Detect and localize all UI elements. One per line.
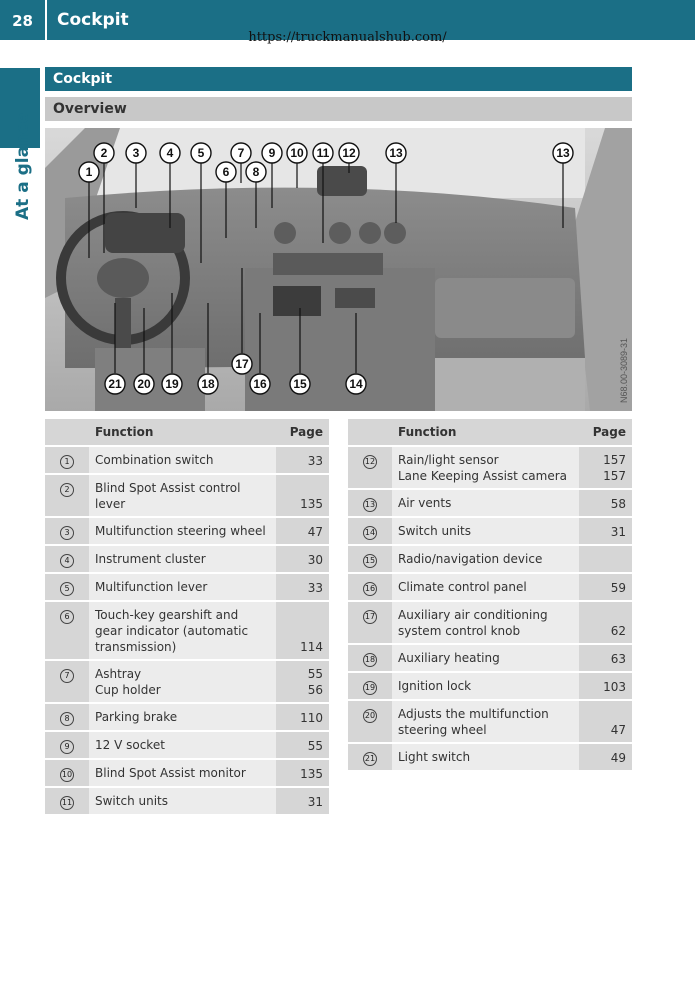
page-reference: 55 xyxy=(307,667,323,681)
item-number-badge: 2 xyxy=(60,483,74,497)
function-text: Switch units xyxy=(95,794,168,808)
svg-text:13: 13 xyxy=(389,146,403,160)
svg-text:19: 19 xyxy=(165,377,179,391)
page-reference: 135 xyxy=(300,767,323,781)
function-text: Blind Spot Assist monitor xyxy=(95,766,246,780)
section-heading-overview: Overview xyxy=(45,97,632,121)
item-number-badge: 15 xyxy=(363,554,377,568)
callout-17 xyxy=(232,354,252,374)
table-row xyxy=(45,573,329,601)
function-cell xyxy=(392,446,579,489)
item-number-badge: 20 xyxy=(363,709,377,723)
svg-text:17: 17 xyxy=(235,357,249,371)
item-number-badge: 13 xyxy=(363,498,377,512)
page-reference: 31 xyxy=(610,525,626,539)
function-text: Radio/navigation device xyxy=(398,552,543,566)
watermark-url: https://truckmanualshub.com/ xyxy=(248,30,447,45)
svg-text:4: 4 xyxy=(166,146,174,160)
table-row xyxy=(348,700,632,743)
function-text: transmission) xyxy=(95,640,177,654)
callout-21 xyxy=(105,374,125,394)
function-table-left xyxy=(45,419,329,816)
table-row xyxy=(45,517,329,545)
function-cell xyxy=(89,446,276,474)
callout-16 xyxy=(250,374,270,394)
page-cell xyxy=(579,489,632,517)
page-cell xyxy=(579,601,632,644)
side-tab-label: At a glance xyxy=(13,112,33,220)
function-cell xyxy=(89,731,276,759)
svg-text:12: 12 xyxy=(342,146,356,160)
page-reference: 33 xyxy=(307,454,323,468)
callout-1 xyxy=(79,162,99,182)
num-header xyxy=(45,419,89,446)
function-text: Auxiliary air conditioning xyxy=(398,608,548,622)
function-text: Multifunction lever xyxy=(95,580,208,594)
callout-12 xyxy=(339,143,359,163)
function-text: Parking brake xyxy=(95,710,178,724)
function-text: Adjusts the multifunction xyxy=(398,707,549,721)
function-text: Cup holder xyxy=(95,683,161,697)
function-cell xyxy=(89,787,276,815)
callout-15 xyxy=(290,374,310,394)
table-header-row xyxy=(348,419,632,446)
function-text: Ashtray xyxy=(95,667,142,681)
page-cell xyxy=(276,787,329,815)
callout-19 xyxy=(162,374,182,394)
function-cell xyxy=(89,703,276,731)
item-number xyxy=(348,743,392,771)
page-cell xyxy=(276,573,329,601)
svg-text:11: 11 xyxy=(316,146,330,160)
function-text: Switch units xyxy=(398,524,471,538)
page-reference: 157 xyxy=(603,469,626,483)
page-reference: 135 xyxy=(300,497,323,511)
page-cell xyxy=(276,446,329,474)
page-cell xyxy=(276,517,329,545)
svg-text:13: 13 xyxy=(556,146,570,160)
function-text: Lane Keeping Assist camera xyxy=(398,469,567,483)
item-number xyxy=(45,446,89,474)
table-row xyxy=(45,601,329,660)
callout-9 xyxy=(262,143,282,163)
function-cell xyxy=(392,545,579,573)
page-header: Page xyxy=(579,419,632,446)
item-number xyxy=(348,644,392,672)
item-number xyxy=(348,573,392,601)
item-number xyxy=(45,573,89,601)
callout-8 xyxy=(246,162,266,182)
svg-text:14: 14 xyxy=(349,377,363,391)
page-reference: 47 xyxy=(610,723,626,737)
function-text: Air vents xyxy=(398,496,452,510)
function-text: Blind Spot Assist control xyxy=(95,481,241,495)
function-text: Climate control panel xyxy=(398,580,527,594)
page-reference: 110 xyxy=(300,711,323,725)
item-number xyxy=(348,517,392,545)
table-row xyxy=(45,703,329,731)
function-cell xyxy=(392,489,579,517)
function-cell xyxy=(392,573,579,601)
page-header: Page xyxy=(276,419,329,446)
callout-18 xyxy=(198,374,218,394)
callout-11 xyxy=(313,143,333,163)
svg-text:6: 6 xyxy=(222,165,230,179)
table-row xyxy=(348,545,632,573)
item-number-badge: 7 xyxy=(60,669,74,683)
table-row xyxy=(45,731,329,759)
function-text: Instrument cluster xyxy=(95,552,206,566)
function-cell xyxy=(89,660,276,703)
callout-14 xyxy=(346,374,366,394)
page-reference: 59 xyxy=(610,581,626,595)
table-row xyxy=(348,601,632,644)
page-cell xyxy=(276,474,329,517)
item-number xyxy=(45,787,89,815)
item-number xyxy=(348,700,392,743)
item-number-badge: 21 xyxy=(363,752,377,766)
page-reference: 31 xyxy=(307,795,323,809)
page-cell xyxy=(579,545,632,573)
svg-text:7: 7 xyxy=(237,146,245,160)
item-number xyxy=(348,601,392,644)
item-number-badge: 4 xyxy=(60,554,74,568)
svg-text:1: 1 xyxy=(85,165,93,179)
page-reference: 103 xyxy=(603,680,626,694)
function-text: gear indicator (automatic xyxy=(95,624,249,638)
item-number-badge: 12 xyxy=(363,455,377,469)
svg-text:21: 21 xyxy=(108,377,122,391)
item-number-badge: 1 xyxy=(60,455,74,469)
page-reference: 30 xyxy=(307,553,323,567)
item-number xyxy=(45,545,89,573)
page-cell xyxy=(579,700,632,743)
function-header: Function xyxy=(89,419,276,446)
table-row xyxy=(45,545,329,573)
callout-13 xyxy=(386,143,406,163)
page-reference: 157 xyxy=(603,453,626,467)
item-number-badge: 17 xyxy=(363,610,377,624)
item-number-badge: 5 xyxy=(60,582,74,596)
function-text: Rain/light sensor xyxy=(398,453,499,467)
callout-20 xyxy=(134,374,154,394)
item-number xyxy=(348,446,392,489)
page-reference: 56 xyxy=(307,683,323,697)
figure-reference: N68.00-3089-31 xyxy=(619,337,629,403)
svg-text:3: 3 xyxy=(132,146,140,160)
table-row xyxy=(45,474,329,517)
page-cell xyxy=(579,672,632,700)
item-number-badge: 10 xyxy=(60,768,74,782)
item-number-badge: 6 xyxy=(60,610,74,624)
page-cell xyxy=(276,759,329,787)
function-cell xyxy=(89,545,276,573)
item-number xyxy=(45,660,89,703)
function-text: system control knob xyxy=(398,624,521,638)
table-row xyxy=(348,446,632,489)
cockpit-photo xyxy=(45,128,632,411)
svg-text:8: 8 xyxy=(252,165,260,179)
function-cell xyxy=(392,644,579,672)
callout-4 xyxy=(160,143,180,163)
callout-6 xyxy=(216,162,236,182)
side-tab xyxy=(0,108,40,228)
svg-text:9: 9 xyxy=(268,146,276,160)
item-number xyxy=(348,545,392,573)
function-cell xyxy=(89,573,276,601)
function-cell xyxy=(392,743,579,771)
page-cell xyxy=(276,660,329,703)
function-cell xyxy=(89,474,276,517)
function-cell xyxy=(89,517,276,545)
svg-text:2: 2 xyxy=(100,146,108,160)
page-cell xyxy=(579,644,632,672)
callout-7 xyxy=(231,143,251,163)
table-row xyxy=(348,743,632,771)
page-cell xyxy=(276,703,329,731)
chapter-title: Cockpit xyxy=(57,10,129,30)
page-cell xyxy=(579,573,632,601)
page-reference: 33 xyxy=(307,581,323,595)
page-number: 28 xyxy=(12,12,33,30)
svg-text:16: 16 xyxy=(253,377,267,391)
item-number xyxy=(45,601,89,660)
item-number xyxy=(348,672,392,700)
item-number-badge: 3 xyxy=(60,526,74,540)
item-number-badge: 18 xyxy=(363,653,377,667)
table-row xyxy=(45,787,329,815)
page-reference: 62 xyxy=(610,624,626,638)
table-row xyxy=(348,672,632,700)
page-reference: 55 xyxy=(307,739,323,753)
callout-10 xyxy=(287,143,307,163)
page-reference: 58 xyxy=(610,497,626,511)
page-cell xyxy=(579,517,632,545)
svg-text:15: 15 xyxy=(293,377,307,391)
function-text: steering wheel xyxy=(398,723,487,737)
page-reference: 114 xyxy=(300,640,323,654)
page-cell xyxy=(276,601,329,660)
item-number xyxy=(45,703,89,731)
function-cell xyxy=(89,601,276,660)
section-heading-cockpit: Cockpit xyxy=(45,67,632,91)
function-cell xyxy=(392,700,579,743)
function-text: lever xyxy=(95,497,126,511)
function-text: Combination switch xyxy=(95,453,214,467)
function-text: Auxiliary heating xyxy=(398,651,500,665)
function-cell xyxy=(392,517,579,545)
table-row xyxy=(348,573,632,601)
callout-13b xyxy=(553,143,573,163)
svg-text:20: 20 xyxy=(137,377,151,391)
item-number xyxy=(348,489,392,517)
page-reference xyxy=(585,552,626,568)
callout-2 xyxy=(94,143,114,163)
page-cell xyxy=(579,446,632,489)
table-row xyxy=(348,644,632,672)
svg-text:5: 5 xyxy=(197,146,205,160)
page-cell xyxy=(276,545,329,573)
item-number xyxy=(45,759,89,787)
function-text: Touch-key gearshift and xyxy=(95,608,239,622)
page-reference: 63 xyxy=(610,652,626,666)
table-row xyxy=(45,660,329,703)
item-number xyxy=(45,474,89,517)
function-text: Multifunction steering wheel xyxy=(95,524,266,538)
num-header xyxy=(348,419,392,446)
item-number-badge: 16 xyxy=(363,582,377,596)
item-number xyxy=(45,517,89,545)
function-text: 12 V socket xyxy=(95,738,165,752)
callout-5 xyxy=(191,143,211,163)
table-row xyxy=(348,517,632,545)
table-row xyxy=(45,759,329,787)
item-number xyxy=(45,731,89,759)
function-header: Function xyxy=(392,419,579,446)
item-number-badge: 9 xyxy=(60,740,74,754)
svg-text:18: 18 xyxy=(201,377,215,391)
callout-3 xyxy=(126,143,146,163)
function-text: Light switch xyxy=(398,750,471,764)
cockpit-illustration xyxy=(45,128,632,411)
item-number-badge: 19 xyxy=(363,681,377,695)
page-cell xyxy=(579,743,632,771)
item-number-badge: 14 xyxy=(363,526,377,540)
function-text: Ignition lock xyxy=(398,679,472,693)
table-row xyxy=(45,446,329,474)
function-table-right xyxy=(348,419,632,772)
page-reference: 47 xyxy=(307,525,323,539)
table-row xyxy=(348,489,632,517)
table-header-row xyxy=(45,419,329,446)
function-cell xyxy=(89,759,276,787)
function-cell xyxy=(392,601,579,644)
page-cell xyxy=(276,731,329,759)
item-number-badge: 8 xyxy=(60,712,74,726)
svg-text:10: 10 xyxy=(290,146,304,160)
item-number-badge: 11 xyxy=(60,796,74,810)
page-reference: 49 xyxy=(610,751,626,765)
function-cell xyxy=(392,672,579,700)
